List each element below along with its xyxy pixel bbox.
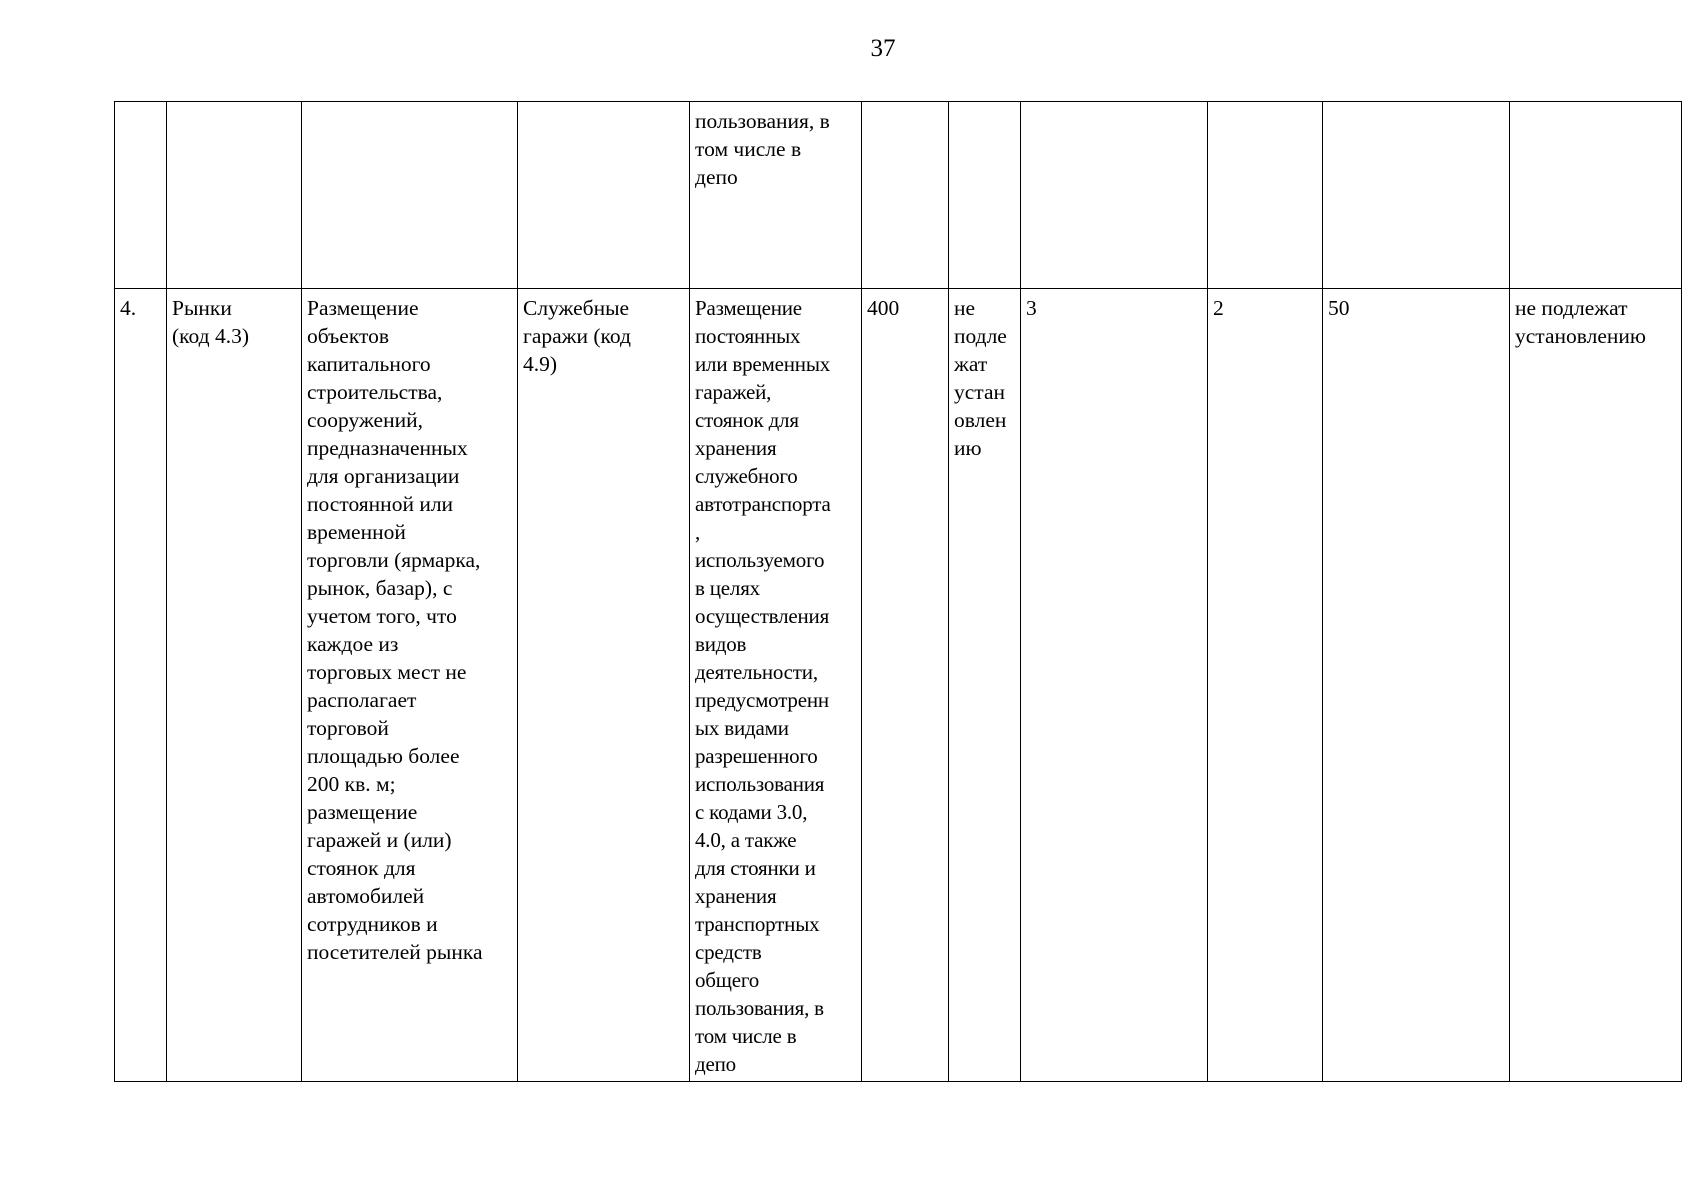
table-cell-empty — [115, 102, 167, 289]
table-cell-empty — [1021, 102, 1208, 289]
table-cell-use-name: Рынки (код 4.3) — [167, 289, 302, 1082]
table-cell-empty — [1510, 102, 1682, 289]
table-cell-empty — [518, 102, 690, 289]
table-cell-empty — [302, 102, 518, 289]
table-cell-not-subject: не подлежат установлению — [1510, 289, 1682, 1082]
table-row — [115, 289, 1682, 1082]
table-cell-empty — [1323, 102, 1510, 289]
page-number: 37 — [870, 35, 896, 62]
table-row-continued — [115, 102, 1682, 289]
table-cell-empty — [862, 102, 949, 289]
table-cell-aux-description-continued: пользования, в том числе в депо — [690, 102, 862, 289]
table-cell-value-50: 50 — [1323, 289, 1510, 1082]
table-cell-row-number: 4. — [115, 289, 167, 1082]
table-cell-value-400: 400 — [862, 289, 949, 1082]
table-cell-use-description: Размещение объектов капитального строительства, сооружений, предназначенных для организации постоянной или временной торговли (ярмарка, рынок, базар), с учетом того, что каждое из торговых мест не располагает торговой площадью более 200 кв. м; размещение гаражей и (или) стоянок для автомобилей сотрудников и посетителей рынка — [302, 289, 518, 1082]
table-cell-empty — [949, 102, 1021, 289]
table-cell-empty — [167, 102, 302, 289]
table-cell-aux-description: Размещение постоянных или временных гаражей, стоянок для хранения служебного автотранспорта , используемого в целях осуществления видов деятельности, предусмотренн ых видами разрешенного использования с кодами 3.0, 4.0, а также для стоянки и хранения транспортных средств общего пользования, в том числе в депо — [690, 289, 862, 1082]
table-cell-not-subject-short: не подле жат устан овлен ию — [949, 289, 1021, 1082]
zoning-regulations-table — [114, 101, 1682, 1082]
table-cell-value-2: 2 — [1208, 289, 1323, 1082]
table-cell-aux-use: Служебные гаражи (код 4.9) — [518, 289, 690, 1082]
table-cell-value-3: 3 — [1021, 289, 1208, 1082]
table-cell-empty — [1208, 102, 1323, 289]
